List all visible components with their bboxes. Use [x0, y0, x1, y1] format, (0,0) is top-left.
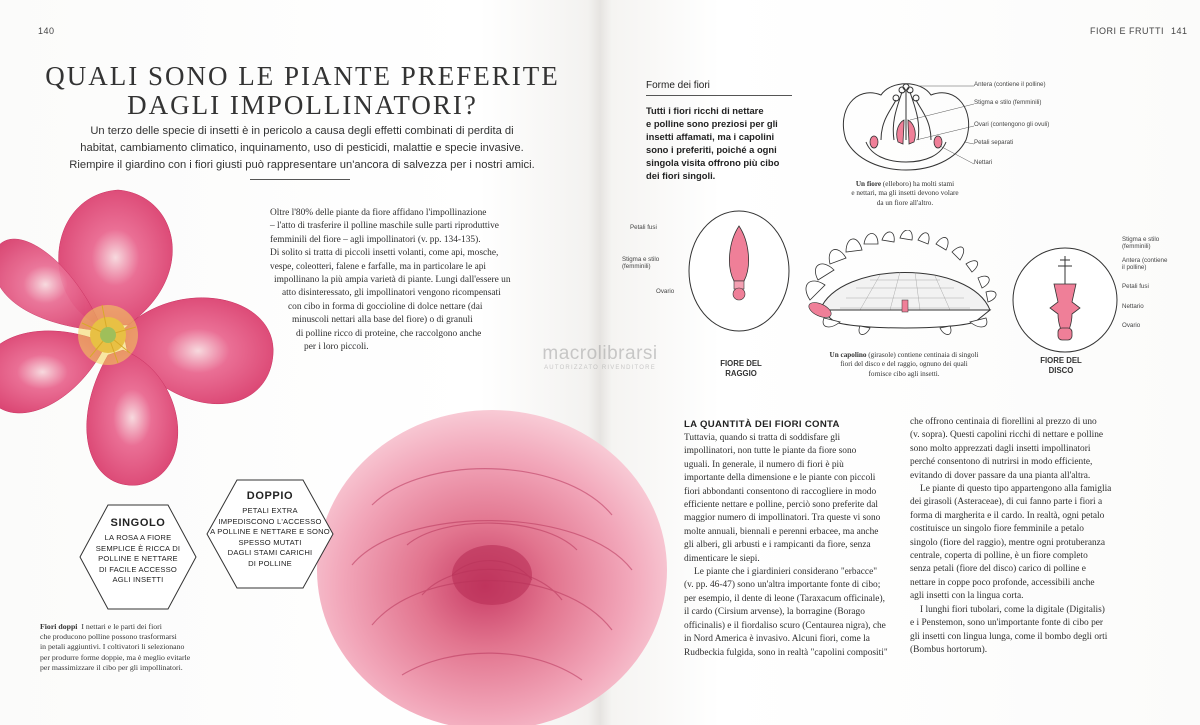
body-line: vespe, coleotteri, falene e farfalle, ma in particolare le api — [270, 261, 487, 272]
singolo-text: LA ROSA A FIORE SEMPLICE È RICCA DI POLLINE E NETTARE DI FACILE ACCESSO AGLI INSETTI — [95, 533, 181, 585]
double-flowers-caption: Fiori doppi I nettari e le parti dei fiori che producono polline possono trasformarsi in petali aggiuntivi. I coltivatori li selezionano per produrre forme doppie, ma è meglio evitarle per massimizzare il cibo per gli impollinatori. — [40, 622, 191, 672]
intro-paragraph — [52, 123, 552, 174]
left-body-text — [256, 207, 556, 354]
body-line: – l'atto di trasferire il polline maschile sulle parti riproduttive — [270, 221, 499, 232]
intro-line: Riempire il giardino con i fiori giusti può rappresentare un'ancora di salvezza per i nostri amici. — [69, 159, 535, 171]
left-page-number: 140 — [38, 26, 55, 36]
disc-flower-diagram — [1010, 244, 1120, 356]
disc-flower-title: FIORE DEL DISCO — [1040, 356, 1082, 375]
ray-label-ovario: Ovario — [656, 288, 675, 295]
doppio-label — [208, 490, 332, 570]
single-rose-image — [0, 185, 280, 505]
intro-line: Un terzo delle specie di insetti è in pericolo a causa degli effetti combinati di perdita di — [90, 125, 514, 137]
forme-text: Tutti i fiori ricchi di nettare e polline sono preziosi per gli insetti affamati, ma i capolini sono i preferiti, poiché a ogni singola visita offrono più cibo dei fiori singoli. — [646, 105, 780, 181]
doppio-heading: DOPPIO — [246, 490, 294, 502]
singolo-label — [84, 517, 192, 586]
watermark-text: macrolibrarsi — [542, 343, 658, 364]
ray-label-stigma: Stigma e stilo (femminili) — [622, 256, 660, 271]
intro-divider — [250, 179, 350, 180]
right-page-number: 141 — [1171, 26, 1188, 36]
ray-flower-title: FIORE DEL RAGGIO — [720, 359, 762, 378]
body-line: con cibo in forma di goccioline di dolce nettare (dai — [288, 301, 483, 312]
right-body-col1: Tuttavia, quando si tratta di soddisfare gli impollinatori, non tutte le piante da fiore sono uguali. In generale, il numero di fiori è più importante della dimensione e le piante con piccoli fiori abbondanti consentono di raccogliere in modo efficiente nettare e polline, perciò sono preferite dal maggior numero di impollinatori. Tra queste vi sono molte annuali, biennali e perenni erbacee, ma anche gli alberi, gli arbusti e i rampicanti da fiore, senza dimenticare le siepi. Le piante che i giardinieri considerano "erbacce" (v. pp. 46-47) sono un'altra importante fonte di cibo; per esempio, il dente di leone (Taraxacum officinale), il cardo (Cirsium arvense), la borragine (Borago officinalis) e il fiordaliso scuro (Centaurea nigra), che in Nord America è invasivo. Alcuni fiori, come la Rudbeckia fulgida, sono in realtà "capolini compositi" — [684, 433, 888, 658]
intro-line: habitat, cambiamento climatico, inquinamento, uso di pesticidi, malattie e specie invasive. — [80, 142, 524, 154]
running-head-text: FIORI E FRUTTI — [1090, 26, 1164, 36]
watermark-subtext: AUTORIZZATO RIVENDITORE — [544, 365, 656, 371]
right-body-col2: che offrono centinaia di fiorellini al prezzo di uno (v. sopra). Questi capolini ricchi di nettare e polline sono molto apprezzati dagli insetti impollinatori perché consentono di nutrirsi in modo efficiente, evitando di dover passare da una pianta all'altra. Le piante di questo tipo appartengono alla famiglia dei girasoli (Asteraceae), di cui fanno parte i fiori a forma di margherita e il cardo. In realtà, ogni petalo costituisce un singolo fiore femminile a petalo singolo (fiore del raggio), mentre ogni protuberanza centrale, coperta di polline, è un fiore completo senza petali (fiore del disco) carico di polline e nettare in coppe poco profonde, accessibili anche agli insetti con la lingua corta. I lunghi fiori tubolari, come la digitale (Digitalis) e i Penstemon, sono un'importante fonte di cibo per gli insetti con lingua lunga, come il bombo degli orti (Bombus hortorum). — [910, 417, 1112, 655]
body-line: femminili del fiore – agli impollinatori (v. pp. 134-135). — [270, 234, 481, 245]
double-rose-image — [312, 395, 672, 725]
hellebore-diagram — [836, 80, 976, 180]
body-line: Oltre l'80% delle piante da fiore affidano l'impollinazione — [270, 208, 487, 218]
capolino-caption: Un capolino (girasole) contiene centinaia di singoli fiori del disco e del raggio, ognuno dei quali fornisce cibo agli insetti. — [829, 351, 979, 378]
forme-rule — [646, 95, 792, 96]
body-line: di polline ricco di proteine, che raccolgono anche — [296, 328, 482, 339]
running-head — [1090, 26, 1188, 36]
body-line: Di solito si tratta di piccoli insetti volanti, come api, mosche, — [270, 248, 499, 259]
capolino-diagram — [800, 230, 1010, 340]
body-line: impollinano la più ampia varietà di piante. Lungi dall'essere un — [274, 275, 511, 286]
title-line-2: DAGLI IMPOLLINATORI? — [127, 90, 478, 120]
book-spread: 140 QUALI SONO LE PIANTE PREFERITE DAGLI IMPOLLINATORI? Un terzo delle specie di insetti è in pericolo a causa degli effetti combinati di perdita di habitat, cambiamento climatico, inquinamento, uso di pesticidi, malattie e specie invasive. Riempire il giardino con i fiori giusti può rappresentare un'ancora di salvezza per i nostri amici. Oltre l'80% delle piante da fiore affidano l'impollinazione – l'atto di trasferire il polline maschile sulle parti riproduttive femminili del fiore – agli impollinatori (v. pp. 134-135). Di solito si tratta di piccoli insetti volanti, come api, mosche, vespe, coleotteri, falene e farfalle, ma in particolare le api impollinano la più ampia varietà di piante. Lungi dall'essere un atto disinteressato, gli impollinatori vengono ricompensati con cibo in forma di goccioline di dolce nettare (dai minuscoli nettari alla base del fiore) o di granuli di polline ricco di proteine, che raccolgono anche per i loro piccoli. SINGOLO LA ROSA A FIORE SEMPLICE È RICCA DI POLLINE E NETTARE DI FACILE ACCESSO AGLI INSETTI DOPPIO PETALI EXTRA IMPEDISCONO L'ACCESSO A POLLINE E NETTARE E SONO SPESSO MUTATI DAGLI STAMI CARICHI DI POLLINE Fiori doppi I nettari e le parti dei fiori che producono polline possono trasformarsi in petali aggiuntivi. I coltivatori li selezionano per produrre forme doppie, ma è meglio evitarle per massimizzare il cibo per gli impollinatori. macrolibrarsi AUTORIZZATO RIVENDITORE FIORI E FRUTTI 141 Forme dei fiori Tutti i fiori ricchi di nettare e polline sono preziosi per gli insetti affamati, ma i capolini sono i preferiti, poiché a ogni singola visita offrono più cibo dei fiori singoli. Antera (contiene il polline) Stigma e stilo (femminili) Ovari (contengono gli ovuli) Petali separati Nettari Un fiore (elleboro) ha molti stami e nettari, ma gli insetti devono volare da un fiore all'altro. Petali fusi Stigma e stilo (femminili) Ovario Un capolino (girasole) contiene centinaia di singoli fiori del disco e del raggio, ognuno dei quali fornisce cibo agli insetti. Stigma e stilo (femminili) Antera (contiene il polline) Petali fusi Nettario Ovario FIORE DEL RAGGIO FIORE DEL DISCO LA QUANTITÀ DEI FIORI CONTA Tuttavia, quando si tratta di soddisfare gli impollinatori, non tutte le piante da fiore sono uguali. In generale, il numero di fiori è più importante della dimensione e le piante con piccoli fiori abbondanti consentono di raccogliere in modo efficiente nettare e polline, perciò sono preferite dal maggior numero di impollinatori. Tra queste vi sono molte annuali, biennali e perenni erbacee, ma anche gli alberi, gli arbusti e i rampicanti da fiore, senza dimenticare le siepi. Le piante che i giardinieri considerano "erbacce" (v. pp. 46-47) sono un'altra importante fonte di cibo; per esempio, il dente di leone (Taraxacum officinale), il cardo (Cirsium arvense), la borragine (Borago officinalis) e il fiordaliso scuro (Centaurea nigra), che in Nord America è invasivo. Alcuni fiori, come la Rudbeckia fulgida, sono in realtà "capolini compositi" che offrono centinaia di fiorellini al prezzo di uno (v. sopra). Questi capolini ricchi di nettare e polline sono molto apprezzati dagli insetti impollinatori perché consentono di nutrirsi in modo efficiente, evitando di dover passare da una pianta all'altra. Le piante di questo tipo appartengono alla famiglia dei girasoli (Asteraceae), di cui fanno parte i fiori a forma di margherita e il cardo. In realtà, ogni petalo costituisce un singolo fiore femminile a petalo singolo (fiore del raggio), mentre ogni protuberanza centrale, coperta di polline, è un fiore completo senza petali (fiore del disco) carico di polline e nettare in coppe poco profonde, accessibili anche agli insetti con la lingua corta. I lunghi fiori tubolari, come la digitale (Digitalis) e i Penstemon, sono un'importante fonte di cibo per gli insetti con lingua lunga, come il bombo degli orti (Bombus hortorum). — [0, 0, 1200, 725]
forme-heading: Forme dei fiori — [646, 80, 710, 91]
doppio-text: PETALI EXTRA IMPEDISCONO L'ACCESSO A POLLINE E NETTARE E SONO SPESSO MUTATI DAGLI STAMI CARICHI DI POLLINE — [210, 506, 330, 568]
page-title — [40, 62, 565, 120]
watermark — [515, 343, 685, 371]
ray-label-petali: Petali fusi — [630, 224, 657, 231]
body-line: per i loro piccoli. — [304, 342, 369, 353]
singolo-heading: SINGOLO — [110, 517, 166, 529]
hellebore-caption: Un fiore (elleboro) ha molti stami e nettari, ma gli insetti devono volare da un fiore all'altro. — [851, 180, 959, 207]
ray-flower-diagram — [684, 206, 794, 336]
section-heading: LA QUANTITÀ DEI FIORI CONTA — [684, 419, 840, 430]
body-line: minuscoli nettari alla base del fiore) o di granuli — [292, 315, 473, 326]
title-line-1: QUALI SONO LE PIANTE PREFERITE — [45, 61, 560, 91]
caption-bold: Fiori doppi — [40, 622, 78, 631]
body-line: atto disinteressato, gli impollinatori vengono ricompensati — [282, 288, 501, 299]
